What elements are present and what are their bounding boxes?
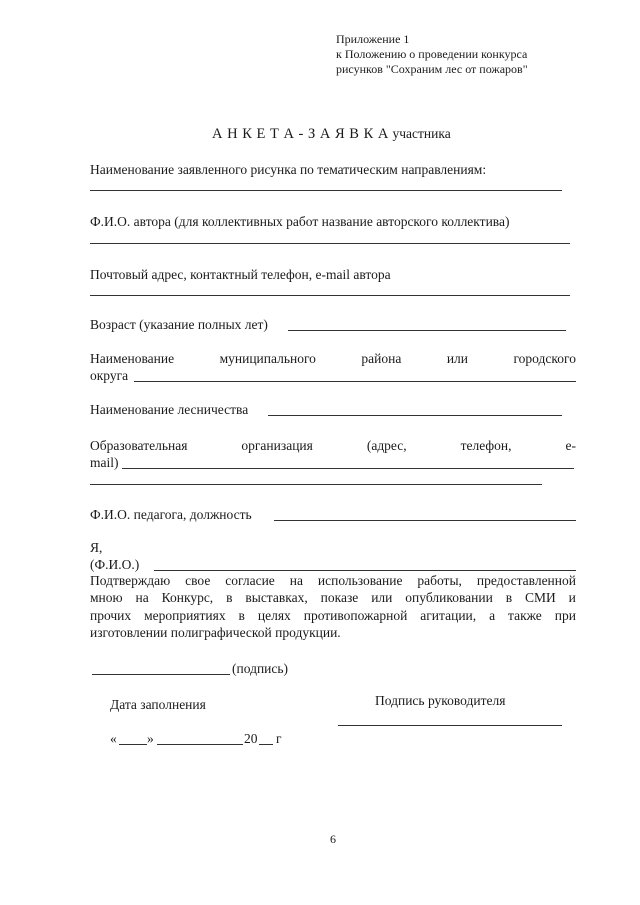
consent-word: в: [226, 590, 233, 606]
form-title-spaced: А Н К Е Т А - З А Я В К А: [212, 126, 389, 142]
consent-word: также: [508, 607, 542, 623]
teacher-line[interactable]: [274, 520, 576, 521]
consent-word: мероприятиях: [144, 607, 226, 623]
consent-word: свое: [185, 573, 211, 588]
org-word-2: организация: [241, 438, 313, 453]
page-number: 6: [330, 832, 336, 846]
head-signature-line[interactable]: [338, 725, 562, 726]
date-open-quote: «: [110, 731, 117, 746]
form-title-rest: участника: [392, 126, 451, 141]
author-line[interactable]: [90, 243, 570, 244]
head-signature-label: Подпись руководителя: [375, 693, 506, 708]
consent-word: показе: [320, 590, 359, 606]
date-close-quote: »: [147, 731, 154, 746]
consent-word: работы,: [417, 573, 462, 588]
district-word-5: городского: [513, 351, 576, 366]
consent-word: Подтверждаю: [90, 573, 171, 588]
fio-label: (Ф.И.О.): [90, 557, 140, 572]
form-title: [212, 126, 451, 142]
consent-word: при: [554, 607, 576, 623]
drawing-name-line[interactable]: [90, 190, 562, 191]
appendix-line-1: Приложение 1: [336, 32, 410, 46]
drawing-name-label: Наименование заявленного рисунка по тематическим направлениям:: [90, 162, 487, 177]
org-line-1[interactable]: [122, 468, 574, 469]
teacher-label: Ф.И.О. педагога, должность: [90, 507, 252, 522]
consent-word: опубликовании: [405, 590, 493, 606]
org-word-5: е-: [565, 438, 576, 453]
consent-word: выставках,: [245, 590, 308, 606]
fio-line[interactable]: [154, 570, 576, 571]
org-label-row: [90, 438, 576, 454]
date-label: Дата заполнения: [110, 697, 206, 712]
forestry-line[interactable]: [268, 415, 562, 416]
date-year-suffix: г: [276, 731, 282, 746]
signature-label: (подпись): [232, 661, 289, 676]
appendix-header: [336, 32, 586, 77]
author-label: Ф.И.О. автора (для коллективных работ название авторского коллектива): [90, 214, 510, 229]
consent-word: предоставленной: [476, 573, 576, 588]
signature-line[interactable]: [92, 674, 230, 675]
consent-word: агитации,: [420, 607, 477, 623]
district-label-line2: округа: [90, 368, 129, 383]
district-label-row: [90, 351, 576, 367]
consent-word: на: [289, 573, 303, 588]
appendix-line-2: к Положению о проведении конкурса: [336, 47, 528, 61]
consent-word: противопожарной: [303, 607, 408, 623]
consent-word: согласие: [225, 573, 275, 588]
consent-word: прочих: [90, 607, 132, 623]
org-word-1: Образовательная: [90, 438, 188, 453]
consent-line-1: [90, 572, 576, 589]
org-line-2[interactable]: [90, 484, 542, 485]
consent-word: Конкурс,: [161, 590, 214, 606]
ya-label: Я,: [90, 540, 103, 555]
district-word-4: или: [446, 351, 468, 366]
consent-word: или: [371, 590, 393, 606]
consent-word: СМИ: [525, 590, 556, 606]
consent-word: мною: [90, 590, 123, 606]
consent-word: изготовлении полиграфической продукции.: [90, 625, 341, 641]
district-word-2: муниципального: [219, 351, 316, 366]
age-label: Возраст (указание полных лет): [90, 317, 268, 332]
consent-word: а: [489, 607, 496, 623]
address-line[interactable]: [90, 295, 570, 296]
date-month-line[interactable]: [157, 744, 243, 745]
forestry-label: Наименование лесничества: [90, 402, 249, 417]
consent-word: в: [505, 590, 513, 606]
date-day-line[interactable]: [119, 744, 147, 745]
consent-word: и: [568, 590, 576, 606]
address-label: Почтовый адрес, контактный телефон, e-mail автора: [90, 267, 391, 282]
consent-line-3: [90, 607, 576, 624]
date-year-prefix: 20: [244, 731, 258, 746]
consent-word: на: [135, 590, 149, 606]
consent-word: в: [238, 607, 245, 623]
org-label-line2: mail): [90, 455, 119, 470]
consent-paragraph: [90, 572, 576, 642]
consent-line-4: [90, 624, 576, 641]
consent-word: использование: [317, 573, 403, 588]
age-line[interactable]: [288, 330, 566, 331]
org-word-3: (адрес,: [366, 438, 407, 453]
district-line[interactable]: [134, 381, 576, 382]
district-word-3: района: [361, 351, 402, 366]
date-year-line[interactable]: [259, 744, 273, 745]
consent-word: целях: [257, 607, 291, 623]
consent-line-2: [90, 589, 576, 606]
district-word-1: Наименование: [90, 351, 175, 366]
appendix-line-3: рисунков "Сохраним лес от пожаров": [336, 62, 528, 76]
org-word-4: телефон,: [460, 438, 512, 453]
